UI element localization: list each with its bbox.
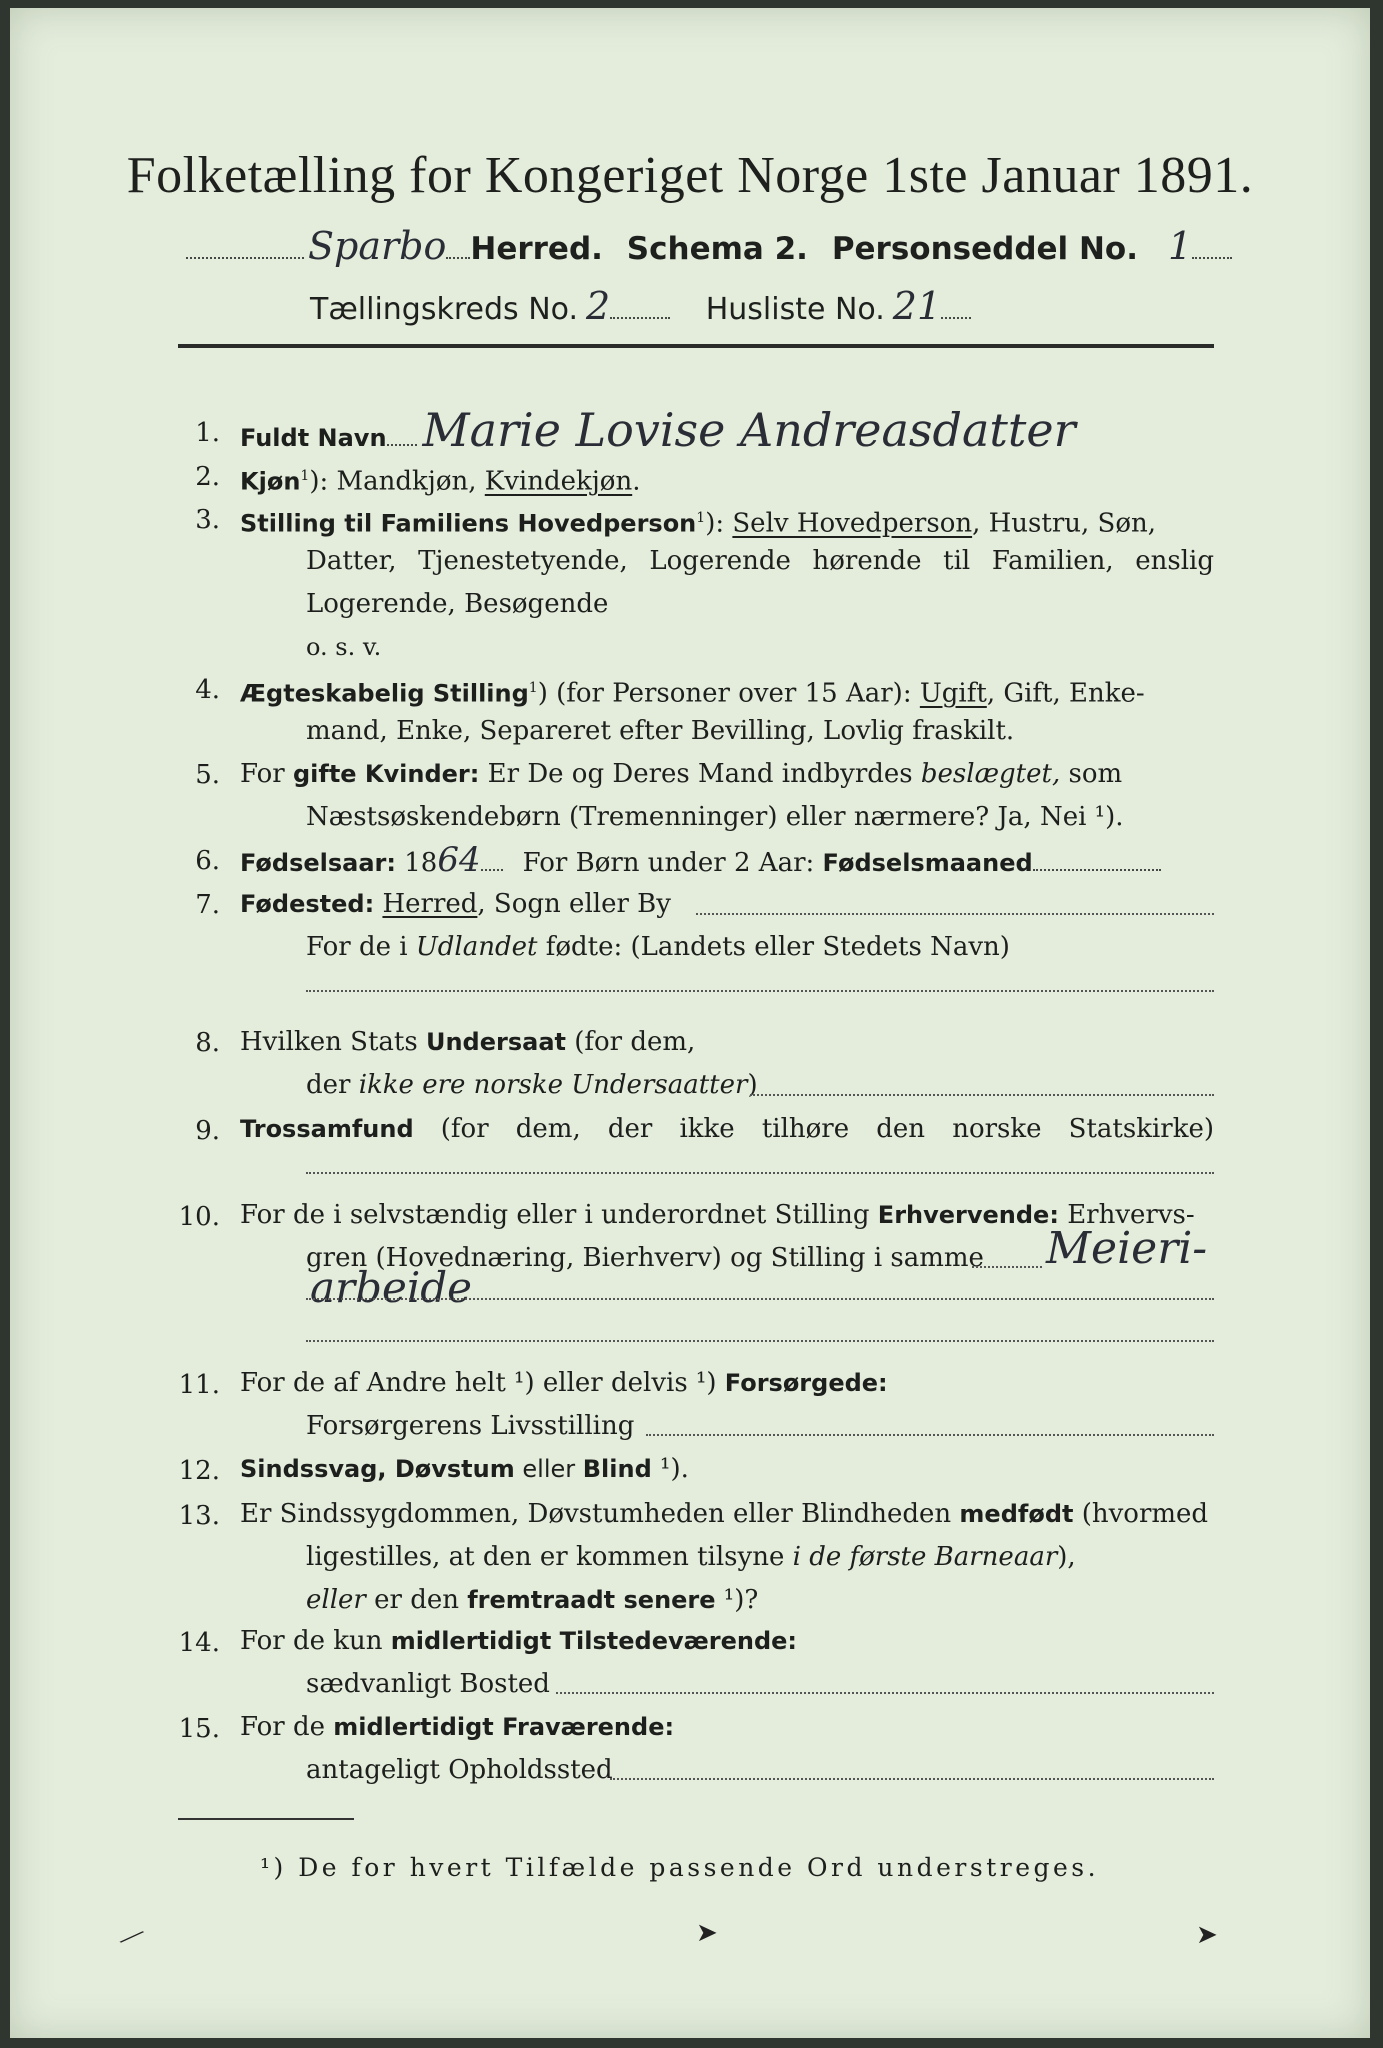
item-text: For de i bbox=[306, 932, 416, 962]
fill-line bbox=[750, 1094, 1214, 1096]
field-label: Fødselsaar: bbox=[240, 849, 396, 877]
item-text: Logerende, Besøgende bbox=[306, 589, 609, 619]
field-label: Fødested: bbox=[240, 890, 375, 918]
item-text: Erhvervs- bbox=[1058, 1200, 1195, 1230]
item-text: 18 bbox=[396, 848, 438, 878]
item-text: , Sogn eller By bbox=[477, 889, 671, 919]
birthyear-value: 64 bbox=[437, 840, 481, 880]
fill-line bbox=[646, 1434, 1214, 1436]
fill-line bbox=[556, 1692, 1214, 1694]
item-number: 1. bbox=[195, 418, 220, 448]
fill-line bbox=[696, 913, 1214, 915]
item-text: sædvanligt Bosted bbox=[306, 1669, 550, 1699]
item-number: 7. bbox=[195, 890, 220, 920]
selected-option: Ugift bbox=[919, 678, 987, 709]
footnote-marker: 1 bbox=[696, 510, 706, 526]
item-5-married-women bbox=[240, 754, 1122, 795]
field-label: Ægteskabelig Stilling bbox=[240, 679, 529, 708]
item-3-position bbox=[240, 498, 1156, 545]
fill-line bbox=[306, 1298, 1214, 1300]
footnote: ¹) De for hvert Tilfælde passende Ord understreges. bbox=[260, 1853, 1100, 1882]
field-label: Undersaat bbox=[425, 1028, 566, 1056]
item-text: ¹). bbox=[651, 1454, 689, 1484]
selected-option: Kvindekjøn bbox=[484, 466, 633, 497]
occupation-value: Meieri- bbox=[1046, 1223, 1208, 1274]
kreds-label: Tællingskreds No. bbox=[310, 292, 578, 327]
item-text: i de første Barneaar bbox=[792, 1542, 1058, 1572]
item-text: o. s. v. bbox=[306, 633, 382, 661]
husliste-label: Husliste No. bbox=[705, 292, 885, 327]
registration-mark-icon: ⟋ bbox=[116, 1920, 146, 1956]
item-number: 9. bbox=[195, 1116, 220, 1146]
item-text: For bbox=[240, 759, 293, 789]
item-text: ikke ere norske Undersaatter bbox=[358, 1070, 748, 1100]
field-label: Sindssvag, Døvstum bbox=[240, 1455, 515, 1483]
name-value: Marie Lovise Andreasdatter bbox=[422, 403, 1076, 457]
item-number: 6. bbox=[195, 846, 220, 876]
husliste-value: 21 bbox=[892, 284, 942, 328]
item-number: 5. bbox=[195, 760, 220, 790]
herred-value: Sparbo bbox=[308, 224, 447, 268]
item-text: gren (Hovednæring, Bierhverv) og Stilling i samme bbox=[306, 1243, 984, 1273]
item-text: ): bbox=[705, 508, 733, 539]
schema-label: Schema 2. bbox=[626, 231, 808, 267]
census-form-page bbox=[10, 8, 1370, 2038]
fill-line bbox=[972, 1266, 1042, 1268]
item-text: Udlandet bbox=[415, 932, 538, 962]
header-rule bbox=[178, 344, 1214, 348]
item-13-line3 bbox=[306, 1580, 758, 1621]
item-text: er den bbox=[365, 1585, 468, 1615]
item-text: beslægtet, bbox=[920, 759, 1061, 789]
item-text: ), bbox=[1057, 1542, 1076, 1572]
field-label: Stilling til Familiens Hovedperson bbox=[240, 509, 697, 538]
item-text: . bbox=[632, 466, 641, 497]
item-number: 12. bbox=[178, 1456, 220, 1486]
item-text: eller bbox=[306, 1585, 366, 1615]
item-7-abroad bbox=[306, 927, 1010, 968]
item-text: antageligt Opholdssted bbox=[306, 1755, 613, 1785]
item-number: 3. bbox=[195, 505, 220, 535]
item-13-line2 bbox=[306, 1537, 1076, 1578]
item-number: 2. bbox=[195, 462, 220, 492]
item-number: 4. bbox=[195, 675, 220, 705]
item-11-supported bbox=[240, 1363, 888, 1404]
item-text: Næstsøskendebørn (Tremenninger) eller nærmere? Ja, Nei ¹). bbox=[306, 802, 1124, 832]
item-text: , Hustru, Søn, bbox=[972, 508, 1157, 539]
item-text: Er De og Deres Mand indbyrdes bbox=[479, 759, 921, 789]
item-9-religion bbox=[240, 1109, 1214, 1150]
selected-option: Selv Hovedperson bbox=[732, 508, 973, 539]
personseddel-value: 1 bbox=[1167, 224, 1193, 268]
field-label: gifte Kvinder: bbox=[292, 760, 480, 788]
item-text: ligestilles, at den er kommen tilsyne bbox=[306, 1542, 793, 1572]
item-text: Datter, Tjenestetyende, Logerende hørende til Familien, enslig bbox=[306, 546, 1214, 576]
item-text: som bbox=[1060, 759, 1123, 789]
fill-line bbox=[306, 1340, 1214, 1342]
kreds-value: 2 bbox=[586, 284, 611, 328]
item-text: Hvilken Stats bbox=[240, 1027, 426, 1057]
field-label: fremtraadt senere bbox=[467, 1586, 716, 1614]
item-number: 13. bbox=[178, 1501, 220, 1531]
item-text: (hvormed bbox=[1073, 1499, 1209, 1529]
item-text: For de kun bbox=[240, 1626, 391, 1656]
item-text: For de af Andre helt ¹) eller delvis ¹) bbox=[240, 1368, 725, 1398]
fill-line bbox=[610, 1778, 1214, 1780]
herred-label: Herred. bbox=[470, 231, 603, 267]
occupation-value-cont: arbeide bbox=[310, 1263, 473, 1312]
item-2-gender bbox=[240, 456, 640, 503]
item-number: 8. bbox=[195, 1028, 220, 1058]
item-8-line2 bbox=[306, 1065, 758, 1106]
footnote-marker: 1 bbox=[300, 468, 310, 484]
footnote-marker: 1 bbox=[528, 680, 538, 696]
item-text: , Gift, Enke- bbox=[986, 678, 1145, 709]
fill-line bbox=[306, 990, 1214, 992]
field-label: Forsørgede: bbox=[724, 1369, 888, 1397]
field-label: Trossamfund bbox=[240, 1115, 414, 1143]
item-text: Er Sindssygdommen, Døvstumheden eller Blindheden bbox=[240, 1499, 960, 1529]
item-text: ): Mandkjøn, bbox=[309, 466, 485, 497]
item-number: 11. bbox=[178, 1370, 220, 1400]
item-12-disability bbox=[240, 1449, 689, 1490]
item-8-citizenship bbox=[240, 1022, 695, 1063]
item-text: For de bbox=[240, 1712, 334, 1742]
item-text: mand, Enke, Separeret efter Bevilling, Lovlig fraskilt. bbox=[306, 716, 1015, 746]
item-text: For Børn under 2 Aar: bbox=[522, 848, 823, 878]
kreds-line bbox=[310, 284, 971, 328]
item-text: For de i selvstændig eller i underordnet Stilling bbox=[240, 1200, 878, 1230]
item-text: eller bbox=[514, 1455, 583, 1483]
item-text: ) (for Personer over 15 Aar): bbox=[537, 678, 920, 709]
registration-mark-icon: ➤ bbox=[1196, 1920, 1218, 1950]
item-text: ¹)? bbox=[715, 1585, 759, 1615]
item-text: fødte: (Landets eller Stedets Navn) bbox=[537, 932, 1010, 962]
footnote-rule bbox=[178, 1818, 354, 1820]
item-1-name bbox=[240, 403, 1076, 459]
item-13-congenital bbox=[240, 1494, 1208, 1535]
item-text: ) bbox=[747, 1070, 758, 1100]
item-text: Forsørgerens Livsstilling bbox=[306, 1411, 635, 1441]
personseddel-label: Personseddel No. bbox=[831, 231, 1138, 267]
field-label: midlertidigt Tilstedeværende: bbox=[390, 1627, 798, 1655]
item-14-temporary-present bbox=[240, 1621, 797, 1662]
item-text: der bbox=[306, 1070, 359, 1100]
field-label: medfødt bbox=[959, 1500, 1074, 1528]
item-6-birthyear bbox=[240, 840, 1161, 884]
item-number: 14. bbox=[178, 1628, 220, 1658]
page-title: Folketælling for Kongeriget Norge 1ste Januar 1891. bbox=[126, 147, 1254, 204]
herred-line bbox=[186, 224, 1232, 268]
item-number: 15. bbox=[178, 1714, 220, 1744]
item-text: (for dem, bbox=[565, 1027, 696, 1057]
field-label: Blind bbox=[582, 1455, 652, 1483]
field-label: Fødselsmaaned bbox=[822, 849, 1033, 877]
selected-option: Herred bbox=[382, 889, 478, 919]
field-label: Kjøn bbox=[240, 467, 301, 496]
field-label: Erhvervende: bbox=[877, 1201, 1059, 1229]
field-label: midlertidigt Fraværende: bbox=[333, 1713, 675, 1741]
item-15-temporary-absent bbox=[240, 1707, 674, 1748]
field-label: Fuldt Navn bbox=[240, 424, 387, 452]
item-7-birthplace bbox=[240, 884, 671, 925]
fill-line bbox=[306, 1172, 1214, 1174]
item-number: 10. bbox=[178, 1202, 220, 1232]
item-text: (for dem, der ikke tilhøre den norske Statskirke) bbox=[413, 1114, 1214, 1144]
item-4-marital bbox=[240, 668, 1145, 715]
registration-mark-icon: ➤ bbox=[696, 1918, 718, 1948]
